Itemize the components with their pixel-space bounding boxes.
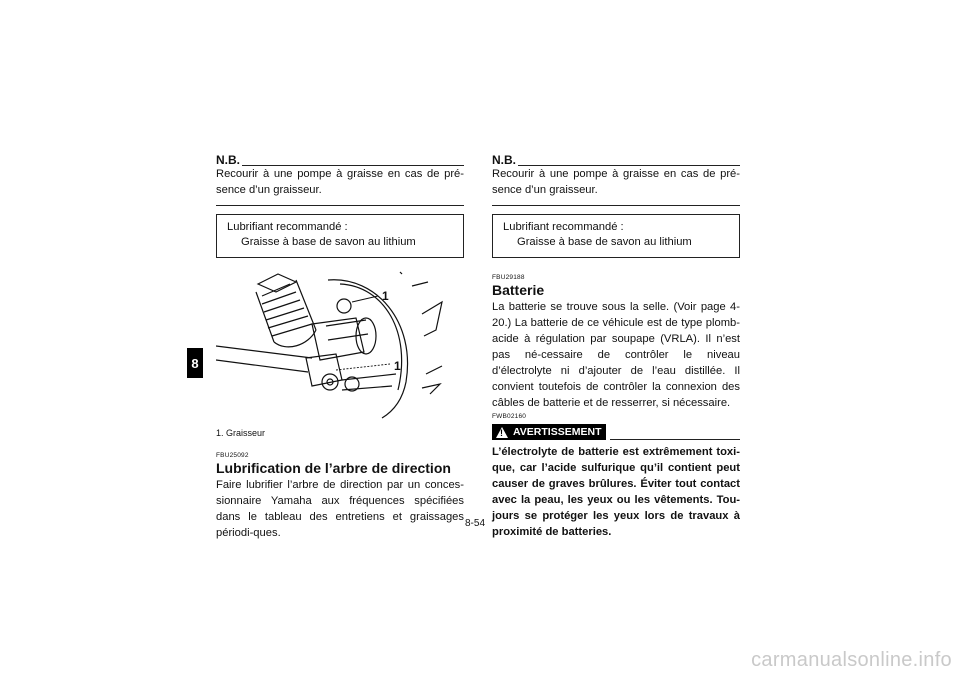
lubricant-box [216,214,464,258]
watermark: carmanualsonline.info [751,649,952,671]
note-heading [216,152,464,166]
warning-header [492,423,740,440]
warning-triangle-icon: ! [496,427,508,438]
lubricant-box [492,214,740,258]
grease-fitting-figure [216,262,464,422]
section-code: FBU29188 [492,274,525,281]
note-rule [518,156,740,166]
warning-text: L’électrolyte de batterie est extrêmement toxi-que, car l’acide sulfurique qu’il contient peut causer de graves brûlures. Éviter tout contact avec la peau, les yeux ou les vêtements. Tou-jours se protéger les yeux lors de travaux à proximité de batteries. [492,446,740,538]
lubricant-label: Lubrifiant recommandé : [227,221,348,233]
right-column [492,152,740,540]
note-end-rule [492,205,740,206]
section-text: La batterie se trouve sous la selle. (Voir page 4-20.) La batterie de ce véhicule est de type plomb-acide à régulation par soupape (VRLA). Il n’est pas né-cessaire de contrôler le niveau d’électrolyte ni d’ajouter de l’eau distillée. Il convient toutefois de contrôler la connexion des câbles de batterie et de resserrer, si nécessaire. [492,301,740,409]
page-number: 8-54 [465,518,486,529]
note-rule [242,156,464,166]
callout-2: 1 [394,359,401,373]
note-heading [492,152,740,166]
steering-shaft-illustration [216,262,464,422]
lubricant-label: Lubrifiant recommandé : [503,221,624,233]
section-title: Lubrification de l’arbre de direction [216,460,451,476]
section-code: FBU25092 [216,452,249,459]
warning-rule [610,439,740,440]
callout-1: 1 [382,289,389,303]
lubricant-value: Graisse à base de savon au lithium [241,236,416,248]
warning-code: FWB02160 [492,413,527,420]
note-text: Recourir à une pompe à graisse en cas de pré-sence d’un graisseur. [216,168,464,196]
note-text: Recourir à une pompe à graisse en cas de pré-sence d’un graisseur. [492,168,740,196]
note-heading-label: N.B. [216,153,240,167]
warning-label: AVERTISSEMENT [513,426,602,438]
section-title: Batterie [492,282,545,298]
note-heading-label: N.B. [492,153,516,167]
figure-caption: 1. Graisseur [216,428,266,438]
lubricant-value: Graisse à base de savon au lithium [517,236,692,248]
warning-badge [492,424,606,440]
section-text: Faire lubrifier l’arbre de direction par un conces-sionnaire Yamaha aux fréquences spécifiées dans le tableau des entretiens et graissages périodi-ques. [216,479,464,539]
chapter-tab: 8 [187,348,203,378]
left-column [216,152,464,541]
note-end-rule [216,205,464,206]
